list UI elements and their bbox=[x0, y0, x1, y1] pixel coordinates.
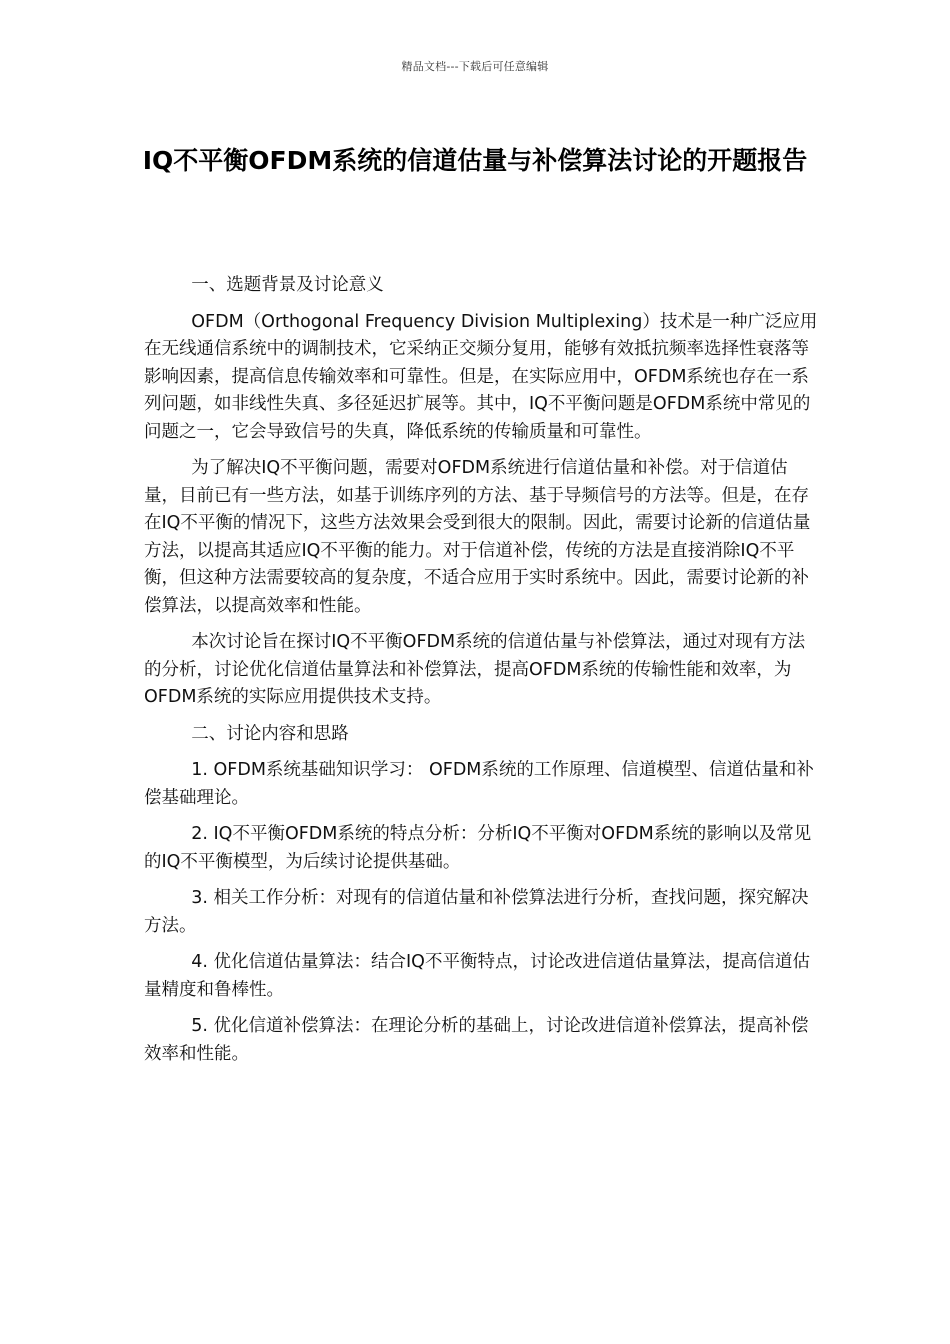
paragraph-research-goal: 本次讨论旨在探讨IQ不平衡OFDM系统的信道估量与补偿算法，通过对现有方法的分析，讨论优化信道估量算法和补偿算法，提高OFDM系统的传输性能和效率，为OFDM系统的实际应用提供技术支持。 bbox=[144, 632, 806, 707]
section-heading-background: 一、选题背景及讨论意义 bbox=[191, 275, 384, 295]
header-note: 精品文档---下载后可任意编辑 bbox=[401, 60, 549, 73]
list-item-2: 2. IQ不平衡OFDM系统的特点分析：分析IQ不平衡对OFDM系统的影响以及常见的IQ不平衡模型，为后续讨论提供基础。 bbox=[144, 824, 812, 872]
paragraph-ofdm-intro: OFDM（Orthogonal Frequency Division Multiplexing）技术是一种广泛应用在无线通信系统中的调制技术，它采纳正交频分复用，能够有效抵抗频率选择性衰落等影响因素，提高信息传输效率和可靠性。但是，在实际应用中，OFDM系统也存在一系列问题，如非线性失真、多径延迟扩展等。其中，IQ不平衡问题是OFDM系统中常见的问题之一，它会导致信号的失真，降低系统的传输质量和可靠性。 bbox=[144, 311, 818, 442]
list-item-1: 1. OFDM系统基础知识学习： OFDM系统的工作原理、信道模型、信道估量和补偿基础理论。 bbox=[144, 760, 814, 808]
document-title: IQ不平衡OFDM系统的信道估量与补偿算法讨论的开题报告 bbox=[142, 146, 808, 175]
paragraph-iq-problem: 为了解决IQ不平衡问题，需要对OFDM系统进行信道估量和补偿。对于信道估量，目前已有一些方法，如基于训练序列的方法、基于导频信号的方法等。但是，在存在IQ不平衡的情况下，这些方法效果会受到很大的限制。因此，需要讨论新的信道估量方法，以提高其适应IQ不平衡的能力。对于信道补偿，传统的方法是直接消除IQ不平衡，但这种方法需要较高的复杂度，不适合应用于实时系统中。因此，需要讨论新的补偿算法，以提高效率和性能。 bbox=[144, 458, 811, 616]
list-item-4: 4. 优化信道估量算法：结合IQ不平衡特点，讨论改进信道估量算法，提高信道估量精度和鲁棒性。 bbox=[144, 952, 810, 1000]
list-item-5: 5. 优化信道补偿算法：在理论分析的基础上，讨论改进信道补偿算法，提高补偿效率和性能。 bbox=[144, 1016, 809, 1064]
section-heading-content: 二、讨论内容和思路 bbox=[191, 723, 349, 744]
document-body bbox=[144, 272, 820, 1077]
list-item-3: 3. 相关工作分析：对现有的信道估量和补偿算法进行分析，查找问题，探究解决方法。 bbox=[144, 888, 809, 936]
